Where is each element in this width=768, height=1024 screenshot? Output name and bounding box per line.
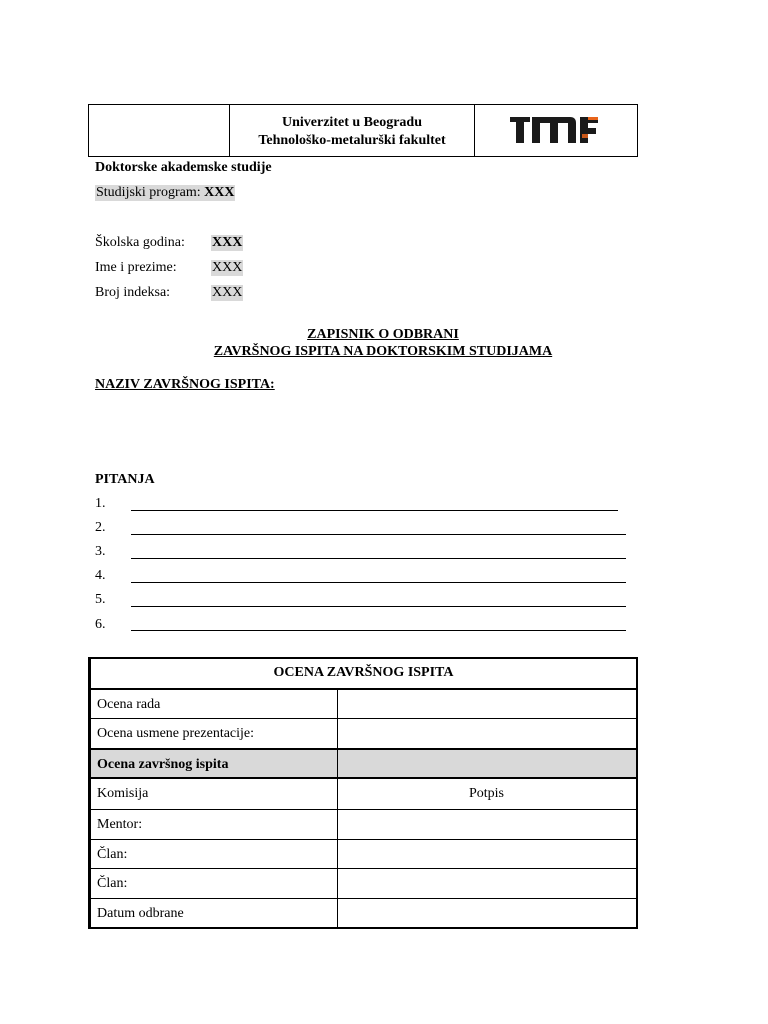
exam-name-label: NAZIV ZAVRŠNOG ISPITA: [95,377,275,392]
committee-label: Komisija [97,786,149,801]
question-line-5[interactable] [131,606,626,607]
question-number-5: 5. [95,592,106,607]
tmf-logo [502,105,608,156]
committee-role-label: Član: [97,876,128,891]
study-program-value: XXX [204,185,235,200]
question-number-3: 3. [95,544,106,559]
question-line-1[interactable] [131,510,618,511]
grade-row-presentation [91,718,636,748]
university-block [229,114,475,150]
school-year-label: Školska godina: [95,235,185,250]
question-number-1: 1. [95,496,106,511]
questions-heading: PITANJA [95,472,155,487]
faculty-name: Tehnološko-metalurški fakultet [258,133,446,148]
index-number-value: XXX [212,285,243,300]
committee-row-header [91,779,636,809]
document-title-line2: ZAVRŠNOG ISPITA NA DOKTORSKIM STUDIJAMA [213,344,553,359]
grade-row-final [91,748,636,779]
school-year-value: XXX [212,235,243,250]
grade-row-label: Ocena rada [97,697,161,712]
defense-date-label: Datum odbrane [97,906,184,921]
tmf-logo-icon [502,105,608,156]
committee-role-label: Član: [97,847,128,862]
full-name-value: XXX [212,260,243,275]
university-name: Univerzitet u Beogradu [282,115,422,130]
question-line-4[interactable] [131,582,626,583]
question-number-4: 4. [95,568,106,583]
grade-table [88,657,638,929]
committee-row-member-1 [91,839,636,868]
header-table [88,104,638,159]
question-line-3[interactable] [131,558,626,559]
committee-role-label: Mentor: [97,817,143,832]
defense-date-row [91,898,636,927]
studies-title: Doktorske akademske studije [95,160,272,175]
grade-row-work [91,688,636,718]
grade-table-column-divider [337,689,338,929]
header-empty-cell [88,104,230,157]
study-program-line [95,185,235,201]
grade-table-heading: OCENA ZAVRŠNOG ISPITA [273,665,454,680]
grade-row-label: Ocena usmene prezentacije: [97,726,255,741]
committee-row-member-2 [91,868,636,898]
question-number-2: 2. [95,520,106,535]
question-line-2[interactable] [131,534,626,535]
signature-label: Potpis [468,786,504,801]
document-title-line1: ZAPISNIK O ODBRANI [307,327,459,342]
question-line-6[interactable] [131,630,626,631]
full-name-label: Ime i prezime: [95,260,177,275]
index-number-label: Broj indeksa: [95,285,171,300]
committee-row-mentor [91,809,636,839]
study-program-label: Studijski program: [96,185,201,200]
question-number-6: 6. [95,617,106,632]
grade-row-label: Ocena završnog ispita [97,757,229,772]
